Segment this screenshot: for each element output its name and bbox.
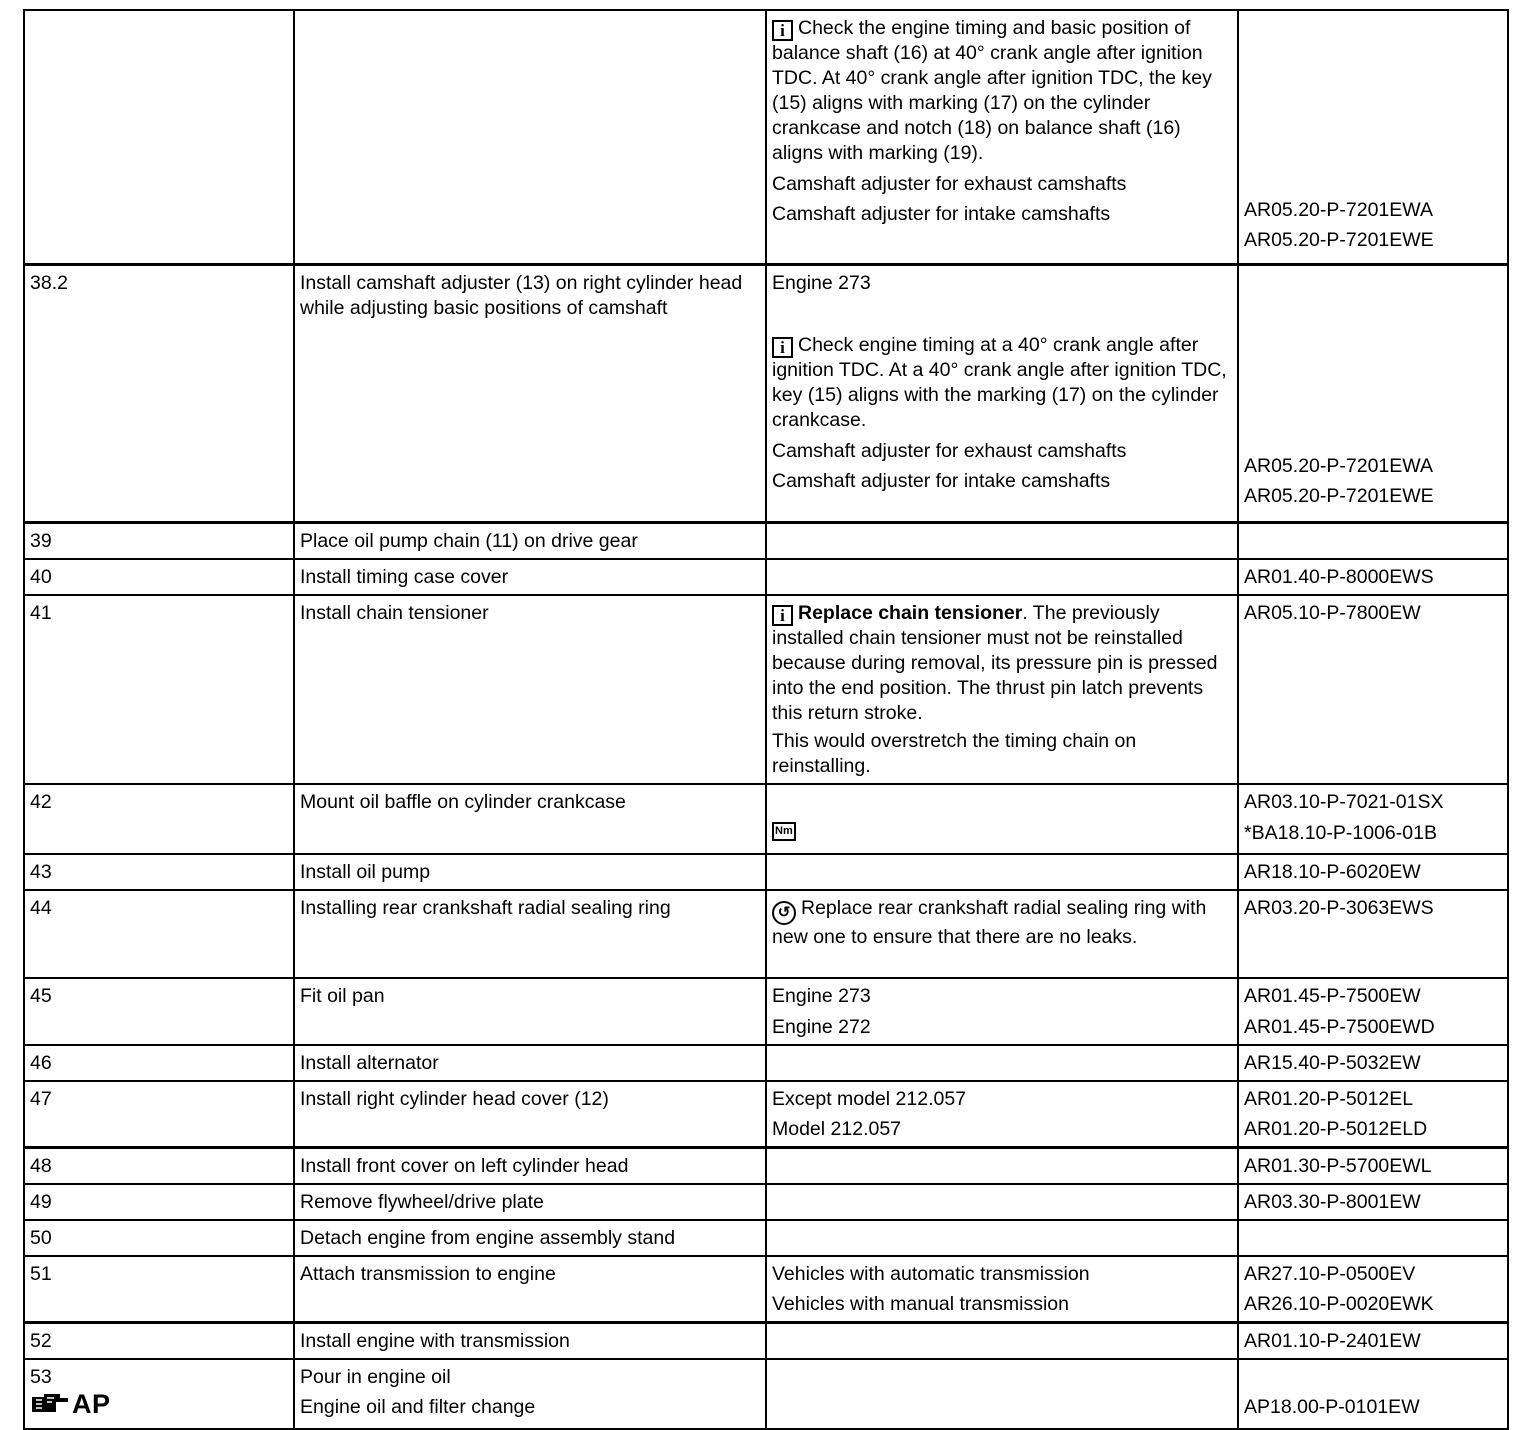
notes-cell [766,10,1238,264]
ref-link[interactable]: AR03.30-P-8001EW [1244,1190,1421,1213]
note-line: Camshaft adjuster for intake camshafts [772,203,1111,225]
table-row [24,1322,1508,1359]
torque-nm-icon: Nm [772,822,796,841]
pointing-hand-icon [30,1391,70,1417]
action-line: Pour in engine oil [300,1365,451,1388]
note-line: Vehicles with manual transmission [772,1292,1069,1315]
ref-link[interactable]: AR18.10-P-6020EW [1244,860,1421,883]
note-line: Vehicles with automatic transmission [772,1262,1090,1285]
action-cell: Install front cover on left cylinder head [294,1147,766,1184]
ref-cell [1238,595,1508,784]
note-line: This would overstretch the timing chain on reinstalling. [772,729,1137,777]
ref-cell [1238,264,1508,522]
note-line: Engine 273 [772,984,871,1007]
procedure-table [23,9,1509,1430]
note-line: Camshaft adjuster for intake camshafts [772,469,1111,492]
ref-cell [1238,784,1508,854]
table-row [24,784,1508,854]
ref-link[interactable]: AR01.20-P-5012EL [1244,1087,1414,1110]
step-cell: 50 [24,1220,294,1256]
table-row [24,1184,1508,1220]
ref-cell [1238,1220,1508,1256]
notes-cell [766,890,1238,978]
step-cell: 42 [24,784,294,854]
ref-link[interactable]: AR05.20-P-7201EWE [1244,229,1434,251]
step-cell: 43 [24,854,294,890]
info-note: i Check the engine timing and basic position of balance shaft (16) at 40° crank angle after ignition TDC. At 40° crank angle after ignition TDC, the key (15) aligns with marking (17) on the cylinder crankcase and notch (18) on balance shaft (16) aligns with marking (19). [772,17,1212,164]
ref-cell [1238,890,1508,978]
ref-link[interactable]: AR27.10-P-0500EV [1244,1262,1416,1285]
step-cell: 51 [24,1256,294,1323]
ref-link[interactable]: AR01.45-P-7500EW [1244,984,1421,1007]
action-cell: Mount oil baffle on cylinder crankcase [294,784,766,854]
step-cell: 38.2 [24,264,294,522]
action-cell: Install timing case cover [294,559,766,595]
notes-cell [766,1147,1238,1184]
ref-cell [1238,1081,1508,1148]
table-row [24,559,1508,595]
note-line: Camshaft adjuster for exhaust camshafts [772,439,1127,462]
table-row [24,1081,1508,1148]
notes-cell [766,978,1238,1045]
table-row [24,522,1508,559]
step-cell: 45 [24,978,294,1045]
note-bold: Replace chain tensioner [798,601,1023,624]
action-line: Engine oil and filter change [300,1395,536,1418]
action-cell: Install oil pump [294,854,766,890]
ref-cell [1238,1256,1508,1323]
ref-cell [1238,10,1508,264]
ref-link[interactable]: AR05.20-P-7201EWA [1244,199,1433,221]
step-cell: 40 [24,559,294,595]
table-row [24,854,1508,890]
step-cell: 44 [24,890,294,978]
ref-cell [1238,854,1508,890]
step-number: 53 [30,1365,52,1388]
ref-link[interactable]: AR01.30-P-5700EWL [1244,1154,1432,1177]
notes-cell [766,1045,1238,1081]
ref-cell [1238,978,1508,1045]
action-cell: Place oil pump chain (11) on drive gear [294,522,766,559]
ref-link[interactable]: AR01.20-P-5012ELD [1244,1117,1428,1140]
action-cell: Detach engine from engine assembly stand [294,1220,766,1256]
ref-link[interactable]: AP18.00-P-0101EW [1244,1395,1420,1418]
action-cell: Remove flywheel/drive plate [294,1184,766,1220]
ref-link[interactable]: AR03.20-P-3063EWS [1244,896,1434,919]
ref-link[interactable]: AR05.10-P-7800EW [1244,601,1421,624]
info-icon: i [772,20,793,41]
step-cell: 52 [24,1322,294,1359]
ref-cell [1238,1322,1508,1359]
note-line: Engine 273 [772,271,871,294]
notes-cell [766,784,1238,854]
notes-cell [766,1359,1238,1430]
notes-cell [766,559,1238,595]
ref-cell [1238,522,1508,559]
table-row [24,1359,1508,1430]
ref-cell [1238,1147,1508,1184]
ap-link[interactable] [30,1388,111,1419]
info-note: i Check engine timing at a 40° crank angle after ignition TDC. At a 40° crank angle after ignition TDC, key (15) aligns with the marking (17) on the cylinder crankcase. [772,333,1227,431]
info-note: i Replace chain tensioner. The previously installed chain tensioner must not be reinstalled because during removal, its pressure pin is pressed into the end position. The thrust pin latch prevents this return stroke. [772,601,1218,724]
action-cell: Attach transmission to engine [294,1256,766,1323]
table-row [24,1220,1508,1256]
notes-cell [766,1081,1238,1148]
ref-cell [1238,1184,1508,1220]
note-line: Model 212.057 [772,1117,902,1140]
action-cell: Install chain tensioner [294,595,766,784]
action-cell: Install camshaft adjuster (13) on right cylinder head while adjusting basic positions of camshaft [294,264,766,522]
notes-cell [766,1256,1238,1323]
info-icon: i [772,337,793,358]
notes-cell [766,1220,1238,1256]
action-cell [294,1359,766,1430]
step-cell: 41 [24,595,294,784]
ref-link[interactable]: AR26.10-P-0020EWK [1244,1292,1434,1315]
action-cell [294,10,766,264]
ref-link[interactable]: *BA18.10-P-1006-01B [1244,821,1437,844]
step-cell: 39 [24,522,294,559]
ref-link[interactable]: AR01.45-P-7500EWD [1244,1015,1435,1038]
info-icon: i [772,605,793,626]
ref-link[interactable]: AR01.10-P-2401EW [1244,1329,1421,1352]
ref-cell [1238,559,1508,595]
table-row [24,1045,1508,1081]
environment-icon: ↺ [772,901,796,925]
ref-link[interactable]: AR01.40-P-8000EWS [1244,565,1434,588]
notes-cell [766,1184,1238,1220]
action-cell: Fit oil pan [294,978,766,1045]
step-cell: 47 [24,1081,294,1148]
table-row [24,1147,1508,1184]
table-row [24,978,1508,1045]
step-cell: 46 [24,1045,294,1081]
note-line: Except model 212.057 [772,1087,967,1110]
ref-cell [1238,1045,1508,1081]
action-cell: Install engine with transmission [294,1322,766,1359]
table-row [24,595,1508,784]
ap-label: AP [72,1388,111,1419]
step-cell: 48 [24,1147,294,1184]
ref-link[interactable]: AR05.20-P-7201EWE [1244,484,1434,507]
note-line: Camshaft adjuster for exhaust camshafts [772,173,1127,195]
ref-link[interactable]: AR05.20-P-7201EWA [1244,454,1433,477]
action-cell: Install right cylinder head cover (12) [294,1081,766,1148]
notes-cell [766,522,1238,559]
ref-cell [1238,1359,1508,1430]
notes-cell [766,264,1238,522]
notes-cell [766,1322,1238,1359]
ref-link[interactable]: AR15.40-P-5032EW [1244,1051,1421,1074]
table-row [24,890,1508,978]
notes-cell [766,595,1238,784]
table-row [24,10,1508,264]
notes-cell [766,854,1238,890]
step-cell [24,10,294,264]
action-cell: Install alternator [294,1045,766,1081]
environment-note: ↺ Replace rear crankshaft radial sealing ring with new one to ensure that there are no leaks. [772,896,1207,948]
ref-link[interactable]: AR03.10-P-7021-01SX [1244,790,1444,813]
step-cell [24,1359,294,1430]
table-row [24,264,1508,522]
note-line: Engine 272 [772,1015,871,1038]
step-cell: 49 [24,1184,294,1220]
action-cell: Installing rear crankshaft radial sealing ring [294,890,766,978]
table-row [24,1256,1508,1323]
